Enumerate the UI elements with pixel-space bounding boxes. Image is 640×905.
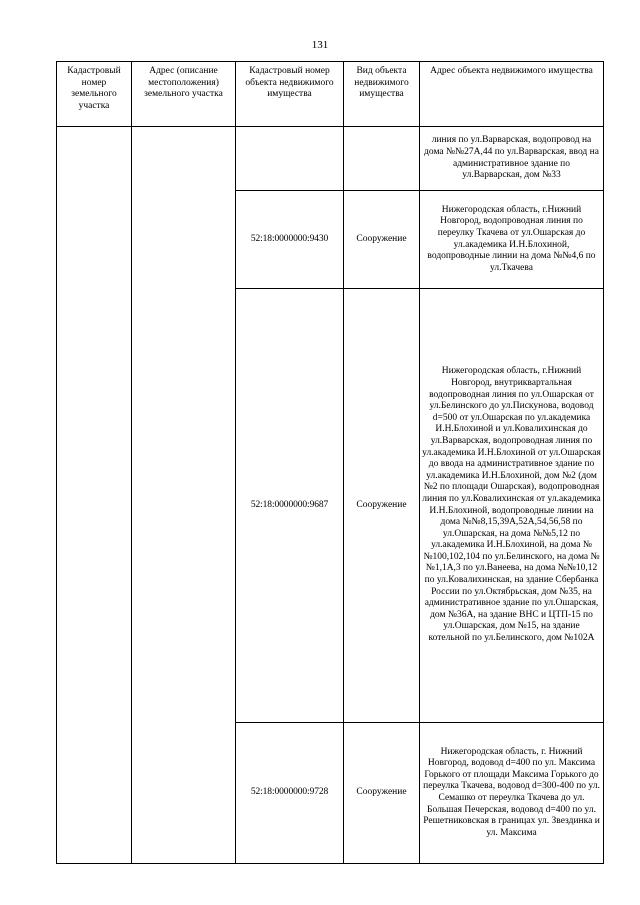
object-type-cell: Сооружение — [344, 289, 420, 723]
object-cadastral-number-cell: 52:18:0000000:9430 — [236, 191, 344, 289]
header-row — [57, 62, 604, 127]
header-object-type: Вид объекта недвижимого имущества — [344, 62, 420, 127]
header-object-address: Адрес объекта недвижимого имущества — [420, 62, 604, 127]
object-address-cell: Нижегородская область, г.Нижний Новгород, водопроводная линия по переулку Ткачева от ул.Ошарская до ул.академика И.Н.Блохиной, водопроводные линии на дома №№4,6 по ул.Ткачева — [420, 191, 604, 289]
object-address-cell: линия по ул.Варварская, водопровод на дома №№27А,44 по ул.Варварская, ввод на административное здание по ул.Варварская, дом №33 — [420, 127, 604, 191]
register-table — [56, 61, 604, 864]
object-cadastral-number-cell — [236, 127, 344, 191]
object-address-cell: Нижегородская область, г. Нижний Новгород, водовод d=400 по ул. Максима Горького от площади Максима Горького до переулка Ткачева, водовод d=300-400 по ул. Семашко от переулка Ткачева до ул. Большая Печерская, водовод d=400 по ул. Решетниковская в границах ул. Звездинка и ул. Максима — [420, 723, 604, 864]
land-address-cell — [132, 127, 236, 864]
header-object-cadastral-number: Кадастровый номер объекта недвижимого имущества — [236, 62, 344, 127]
object-cadastral-number-cell: 52:18:0000000:9687 — [236, 289, 344, 723]
land-cadastral-number-cell — [57, 127, 132, 864]
page-number: 131 — [311, 39, 329, 51]
object-address-cell: Нижегородская область, г.Нижний Новгород, внутриквартальная водопроводная линия по ул.Ошарская от ул.Белинского до ул.Пискунова, водовод d=500 от ул.Ошарская по ул.академика И.Н.Блохиной и ул.Ковалихинская до ул.Варварская, водопроводная линия по ул.академика И.Н.Блохиной от ул.Ошарская до ввода на административное здание по ул.академика И.Н.Блохиной, дом №2 (дом №2 по площади Ошарская), водопроводная линия по ул.Ковалихинская от ул.академика И.Н.Блохиной, водопроводные линии на дома №№8,15,39А,52А,54,56,58 по ул.Ошарская, на дома №№5,12 по ул.академика И.Н.Блохиной, на дома №№100,102,104 по ул.Белинского, на дома №№1,1А,3 по ул.Ванеева, на дома №№10,12 по ул.Ковалихинская, на здание Сбербанка России по ул.Октябрьская, дом №35, на административное здание по ул.Ошарская, дом №36А, на здание ВНС и ЦТП-15 по ул.Ошарская, дом №15, на здание котельной по ул.Белинского, дом №102А — [420, 289, 604, 723]
object-type-cell: Сооружение — [344, 723, 420, 864]
object-cadastral-number-cell: 52:18:0000000:9728 — [236, 723, 344, 864]
object-type-cell: Сооружение — [344, 191, 420, 289]
header-land-address: Адрес (описание местоположения) земельного участка — [132, 62, 236, 127]
table-row — [57, 127, 604, 191]
object-type-cell — [344, 127, 420, 191]
header-land-cadastral-number: Кадастровый номер земельного участка — [57, 62, 132, 127]
